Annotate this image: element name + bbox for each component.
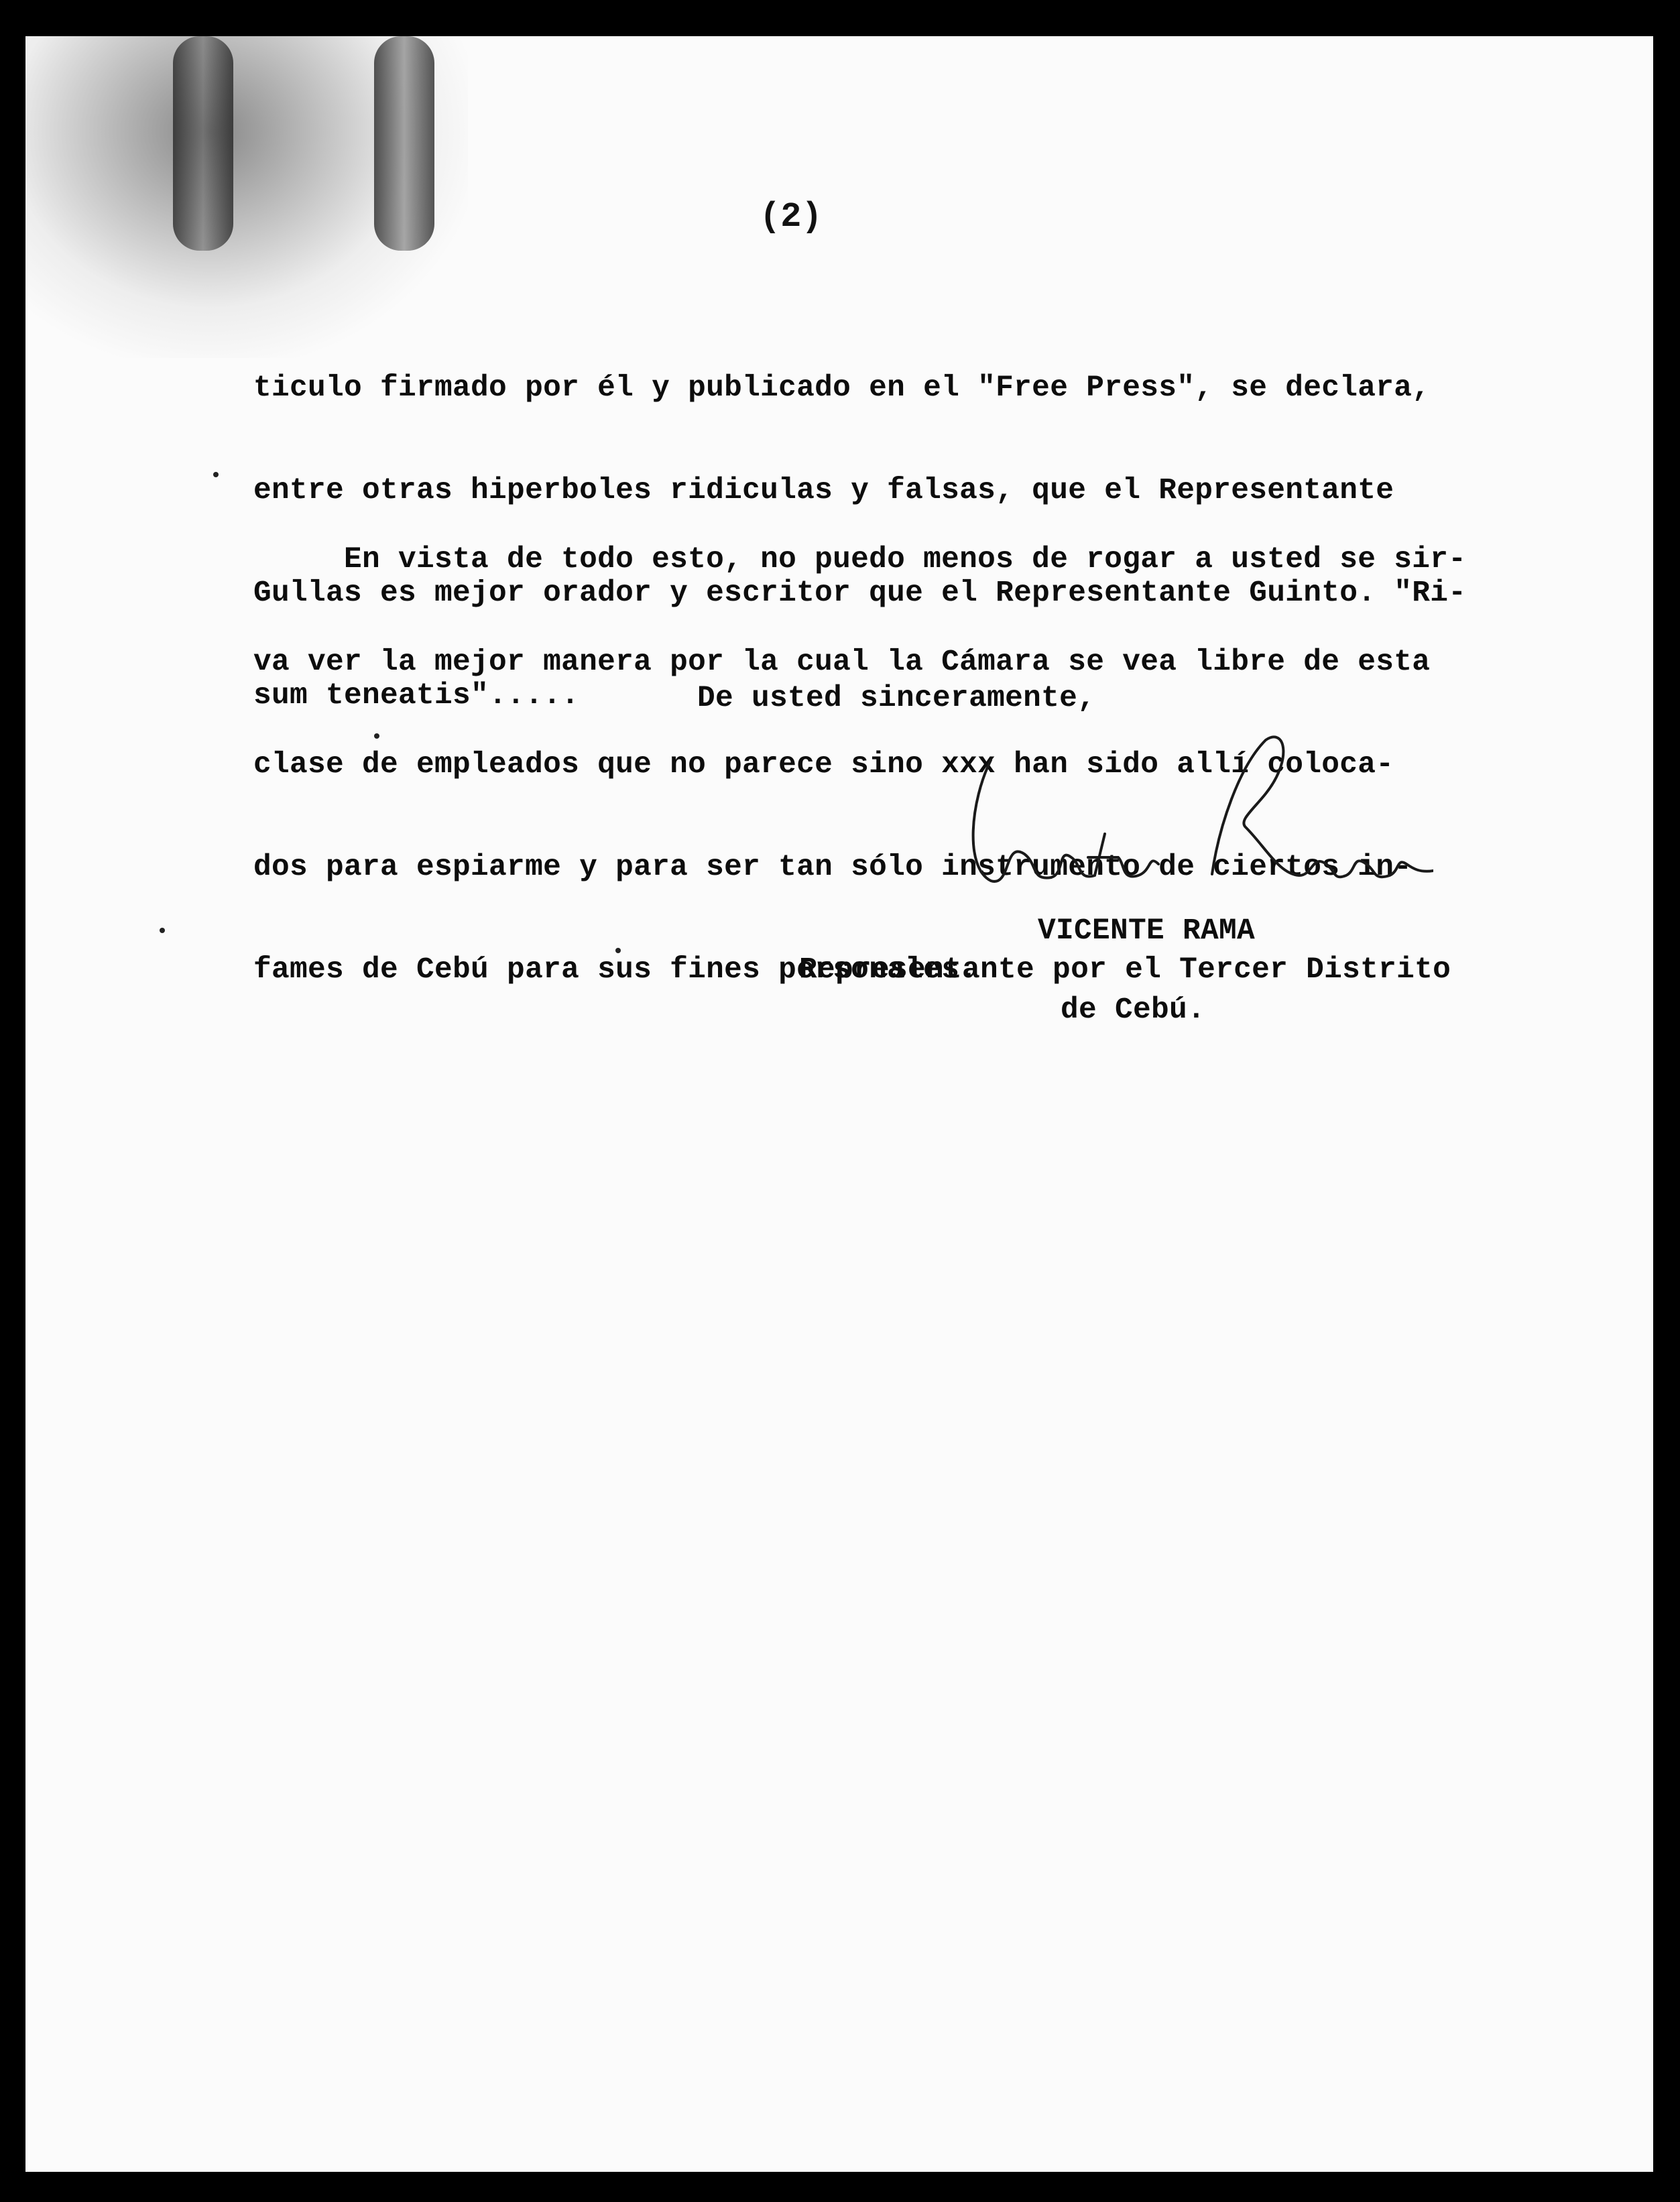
paragraph-line: En vista de todo esto, no puedo menos de rogar a usted se sir-	[253, 543, 1467, 576]
page-number: (2)	[760, 197, 823, 237]
paragraph-line: sum teneatis".....	[253, 679, 580, 713]
clip-mark-right	[374, 36, 434, 251]
paragraph-line: clase de empleados que no parece sino xxx han sido allí coloca-	[253, 748, 1394, 782]
paragraph-line: dos para espiarme y para ser tan sólo instrumento de ciertos in-	[253, 851, 1413, 884]
paragraph-line: entre otras hiperboles ridiculas y falsas, que el Representante	[253, 474, 1394, 507]
paragraph-line: fames de Cebú para sus fines personales.	[253, 953, 978, 987]
signer-name: VICENTE RAMA	[1038, 914, 1256, 948]
document-page	[25, 36, 1653, 2172]
speck	[160, 928, 165, 933]
signer-title: Representante por el Tercer Distrito	[799, 953, 1451, 987]
paragraph-line: ticulo firmado por él y publicado en el "Free Press", se declara,	[253, 371, 1431, 405]
paragraph-line: Gullas es mejor orador y escritor que el Representante Guinto. "Ri-	[253, 576, 1467, 610]
clip-mark-left	[173, 36, 233, 251]
speck	[213, 472, 219, 477]
speck	[374, 733, 379, 739]
speck	[615, 948, 621, 953]
signer-title-continued: de Cebú.	[1061, 993, 1206, 1027]
closing-line: De usted sinceramente,	[697, 682, 1096, 715]
paragraph-line: va ver la mejor manera por la cual la Cámara se vea libre de esta	[253, 646, 1431, 679]
handwritten-signature	[951, 720, 1433, 921]
